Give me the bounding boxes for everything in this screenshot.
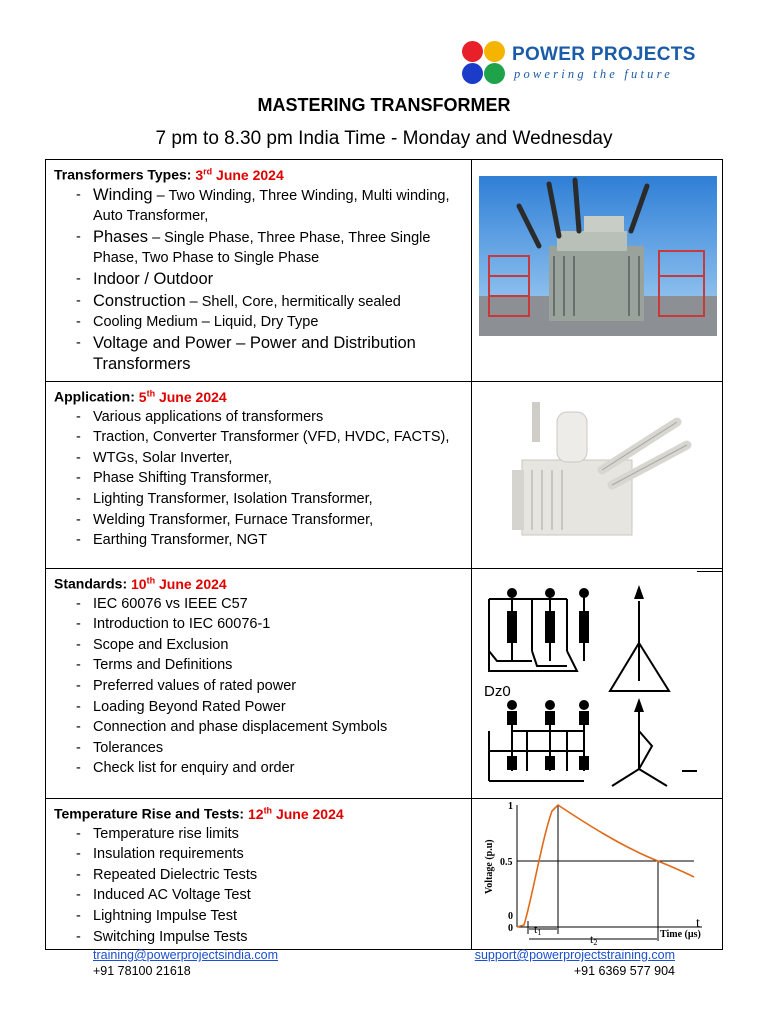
- t1-subscript: 1: [537, 928, 542, 937]
- schedule-table: [45, 159, 723, 950]
- y-tick: 0.5: [500, 857, 513, 868]
- logo-tagline: powering the future: [514, 67, 673, 81]
- logo-name: POWER PROJECTS: [512, 44, 696, 65]
- list-item: - Connection and phase displacement Symbols: [54, 717, 471, 738]
- impulse-waveform-chart: [472, 799, 722, 947]
- section-title: Standards:: [54, 575, 132, 592]
- section-date: 5th June 2024: [138, 388, 227, 405]
- list-item: - Tolerances: [54, 738, 471, 759]
- logo-dot-blue: [462, 63, 483, 84]
- list-item: - Terms and Definitions: [54, 655, 471, 676]
- y-tick: 0: [508, 911, 514, 922]
- list-item: - IEC 60076 vs IEEE C57: [54, 594, 471, 615]
- company-logo: [460, 40, 710, 86]
- x-origin-label: 0: [508, 923, 514, 934]
- list-item: - Insulation requirements: [54, 844, 471, 865]
- impulse-chart-cell: [472, 799, 723, 950]
- footer-right: [475, 947, 675, 979]
- section-text: [46, 382, 472, 569]
- section-row: [46, 160, 723, 382]
- transformer-unit-photo: [502, 400, 702, 550]
- footer-left: [93, 947, 278, 979]
- list-item: - Induced AC Voltage Test: [54, 885, 471, 906]
- svg-text:t1: [534, 922, 541, 937]
- topic-list: [54, 594, 471, 779]
- section-heading: [54, 801, 471, 824]
- topic-list: [54, 185, 471, 376]
- section-title: Application:: [54, 388, 139, 405]
- training-email-link[interactable]: training@powerprojectsindia.com: [93, 948, 278, 962]
- list-item: - Phase Shifting Transformer,: [54, 468, 471, 489]
- logo-dot-yellow: [484, 41, 505, 62]
- vector-group-label: Dz0: [484, 683, 512, 700]
- logo-dot-red: [462, 41, 483, 62]
- list-item: - Winding – Two Winding, Three Winding, Multi winding, Auto Transformer,: [54, 185, 471, 227]
- y-tick: 1: [508, 801, 514, 812]
- section-row: [46, 569, 723, 799]
- impulse-curve: [517, 805, 694, 927]
- list-item: - Scope and Exclusion: [54, 635, 471, 656]
- list-item: - Repeated Dielectric Tests: [54, 865, 471, 886]
- list-item: - Voltage and Power – Power and Distribution Transformers: [54, 333, 471, 376]
- list-item: - Introduction to IEC 60076-1: [54, 614, 471, 635]
- section-date: 10th June 2024: [131, 575, 227, 592]
- section-text: [46, 799, 472, 950]
- list-item: - Phases – Single Phase, Three Phase, Three Single Phase, Two Phase to Single Phase: [54, 227, 471, 269]
- list-item: - Various applications of transformers: [54, 407, 471, 428]
- list-item: - WTGs, Solar Inverter,: [54, 448, 471, 469]
- section-title: Transformers Types:: [54, 166, 196, 183]
- support-email-link[interactable]: support@powerprojectstraining.com: [474, 948, 675, 962]
- x-axis-label: Time (µs): [660, 929, 702, 940]
- y-axis-label: Voltage (p.u): [484, 839, 496, 894]
- section-row: [46, 382, 723, 569]
- list-item: - Welding Transformer, Furnace Transformer,: [54, 510, 471, 531]
- list-item: - Loading Beyond Rated Power: [54, 697, 471, 718]
- list-item: - Check list for enquiry and order: [54, 758, 471, 779]
- training-phone: +91 78100 21618: [93, 964, 191, 978]
- section-date: 12th June 2024: [247, 805, 344, 822]
- list-item: - Cooling Medium – Liquid, Dry Type: [54, 312, 471, 333]
- list-item: - Earthing Transformer, NGT: [54, 530, 471, 551]
- section-heading: [54, 162, 471, 185]
- time-label: t: [696, 916, 701, 931]
- topic-list: [54, 407, 471, 551]
- support-phone: +91 6369 577 904: [573, 964, 675, 978]
- section-date: 3rd June 2024: [195, 166, 284, 183]
- page-subtitle: 7 pm to 8.30 pm India Time - Monday and Wednesday: [155, 128, 613, 149]
- list-item: - Lightning Impulse Test: [54, 906, 471, 927]
- substation-photo: [472, 160, 723, 382]
- vector-group-diagram: [472, 571, 722, 796]
- topic-list: [54, 824, 471, 948]
- list-item: - Lighting Transformer, Isolation Transformer,: [54, 489, 471, 510]
- section-title: Temperature Rise and Tests:: [54, 805, 248, 822]
- logo-dot-green: [484, 63, 505, 84]
- section-heading: [54, 384, 471, 407]
- power-transformer-photo: [479, 176, 717, 336]
- section-heading: [54, 571, 471, 594]
- logo-dots-icon: [460, 40, 508, 86]
- list-item: - Temperature rise limits: [54, 824, 471, 845]
- section-row: [46, 799, 723, 950]
- transformer-photo-cell: [472, 382, 723, 569]
- vector-group-diagram-cell: [472, 569, 723, 799]
- list-item: - Switching Impulse Tests: [54, 927, 471, 948]
- svg-text:t2: [590, 932, 597, 947]
- section-text: [46, 569, 472, 799]
- page-title: MASTERING TRANSFORMER: [257, 95, 511, 115]
- t2-label: t: [590, 932, 594, 946]
- t2-subscript: 2: [593, 938, 598, 947]
- list-item: - Indoor / Outdoor: [54, 269, 471, 291]
- list-item: - Preferred values of rated power: [54, 676, 471, 697]
- section-text: [46, 160, 472, 382]
- list-item: - Construction – Shell, Core, hermitically sealed: [54, 291, 471, 313]
- t1-label: t: [534, 922, 538, 936]
- list-item: - Traction, Converter Transformer (VFD, HVDC, FACTS),: [54, 427, 471, 448]
